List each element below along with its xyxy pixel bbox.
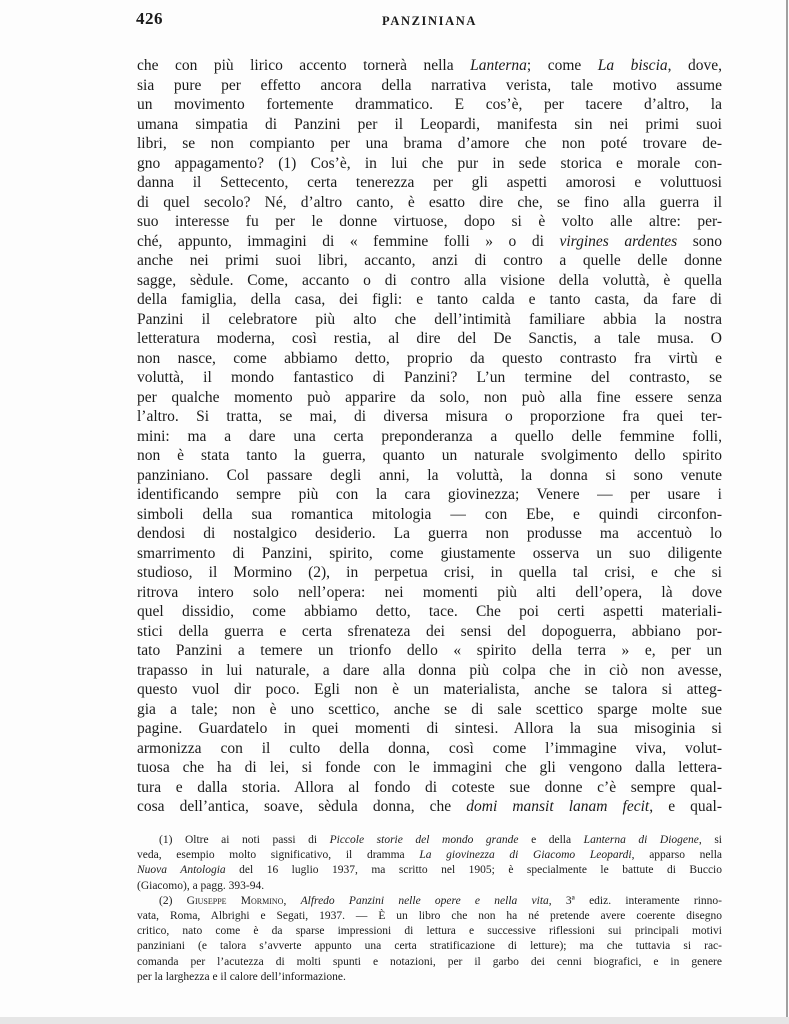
text-line: ritrova intero solo nell’opera: nei momenti più alti dell’opera, là dove xyxy=(137,583,722,601)
text-line: di quel secolo? Né, d’altro canto, è esatto dire che, se fino alla guerra il xyxy=(137,193,722,211)
running-header: PANZINIANA xyxy=(382,14,477,28)
page-number: 426 xyxy=(136,9,163,28)
text-line: comanda per l’acutezza di molti spunti e notazioni, per il garbo dei cenni biografici, e in genere xyxy=(137,955,722,968)
text-line: non è stata tanto la guerra, quanto un naturale svolgimento dello spirito xyxy=(137,447,722,464)
text-line: umana simpatia di Panzini per il Leopardi, manifesta sin nei primi suoi xyxy=(137,115,722,133)
text-line: panziniano. Col passare degli anni, la voluttà, la donna si sono venute xyxy=(137,466,722,484)
text-line: smarrimento di Panzini, spirito, come giustamente osserva un suo diligente xyxy=(137,544,722,562)
text-line: cosa dell’antica, soave, sèdula donna, che domi mansit lanam fecit, e qual- xyxy=(137,798,722,815)
text-line: della famiglia, della casa, dei figli: e tanto calda e tanto casta, da fare di xyxy=(137,291,722,308)
text-line: (1) Oltre ai noti passi di Piccole storie del mondo grande e della Lanterna di Diogene, si xyxy=(159,834,723,846)
text-line: anche nei primi suoi libri, accanto, anzi di contro a quelle delle donne xyxy=(137,252,722,269)
text-line: identificando sempre più con la cara giovinezza; Venere — per usare i xyxy=(137,486,722,503)
text-line: sagge, sèdule. Come, accanto o di contro alla visione della voluttà, è quella xyxy=(137,271,722,289)
text-line: suo interesse fu per le donne virtuose, dopo si è volto alle altre: per- xyxy=(137,213,722,230)
text-line: tura e dalla storia. Allora al fondo di coteste sue donne c’è sempre qual- xyxy=(137,778,722,796)
text-line: un movimento fortemente drammatico. E cos’è, per tacere d’altro, la xyxy=(137,96,722,113)
text-line: sia pure per effetto ancora della narrativa verista, tale motivo assume xyxy=(137,76,722,94)
text-line: questo vuol dir poco. Egli non è un materialista, anche se talora si atteg- xyxy=(137,681,722,698)
text-line: stici della guerra e certa sfrenateza dei sensi del dopoguerra, abbiano por- xyxy=(137,622,722,640)
text-line: quel dissidio, come abbiamo detto, tace. Che poi certi aspetti materiali- xyxy=(137,603,722,620)
text-line: ché, appunto, immagini di « femmine folli » o di virgines ardentes sono xyxy=(137,232,722,250)
text-line: veda, esempio molto significativo, il dramma La giovinezza di Giacomo Leopardi, apparso nella xyxy=(137,849,722,862)
scan-edge-bottom xyxy=(0,1017,789,1024)
footnotes xyxy=(137,833,722,985)
text-line: l’altro. Si tratta, se mai, di diversa misura o proporzione fra quei ter- xyxy=(137,408,722,425)
text-line: voluttà, il mondo fantastico di Panzini? L’un termine del contrasto, se xyxy=(137,369,722,386)
text-line: mini: ma a dare una certa preponderanza a quello delle femmine folli, xyxy=(137,427,722,445)
text-line: armonizza con il culto della donna, così come l’immagine viva, volut- xyxy=(137,739,722,757)
text-line: simboli della sua romantica mitologia — con Ebe, e quindi circonfon- xyxy=(137,505,722,523)
text-line: dendosi di nostalgico desiderio. La guerra non produsse ma accentuò lo xyxy=(137,525,722,542)
text-line: pagine. Guardatelo in quei momenti di sintesi. Allora la sua misoginia si xyxy=(137,720,722,737)
text-line: Nuova Antologia del 16 luglio 1937, ma scritto nel 1905; è specialmente le battute di Buccio xyxy=(137,864,722,877)
text-line: trapasso in lui naturale, a dare alla donna più colpa che in ciò non avesse, xyxy=(137,661,722,679)
text-line: studioso, il Mormino (2), in perpetua crisi, in quella tal crisi, e che si xyxy=(137,564,722,581)
text-line: gia a tale; non è uno scettico, anche se di sale scettico sparge molte sue xyxy=(137,700,722,718)
body-text xyxy=(137,56,722,817)
text-line: non nasce, come abbiamo detto, proprio da questo contrasto fra virtù e xyxy=(137,349,722,367)
text-line: vata, Roma, Albrighi e Segati, 1937. — È un libro che non ha né pretende avere coerente disegno xyxy=(137,910,722,923)
text-line: tato Panzini a temere un trionfo dello « spirito della terra » e, per un xyxy=(137,642,722,659)
text-line: danna il Settecento, certa tenerezza per gli aspetti amorosi e voluttuosi xyxy=(137,174,722,191)
text-line: Panzini il celebratore più alto che dell’intimità familiare abbia la nostra xyxy=(137,310,722,328)
text-line: che con più lirico accento tornerà nella Lanterna; come La biscia, dove, xyxy=(137,57,722,74)
text-line: per la larghezza e il calore dell’informazione. xyxy=(137,970,346,983)
text-line: gno appagamento? (1) Cos’è, in lui che pur in sede storica e morale con- xyxy=(137,154,722,172)
text-line: panziniani (e talora s’avverte appunto una certa stratificazione di letture); ma che tuttavia si rac- xyxy=(137,940,722,953)
text-line: critico, nato come è da sparse impressioni di lettura e successive riflessioni sui principali motivi xyxy=(137,925,722,938)
text-line: (2) Giuseppe Mormino, Alfredo Panzini nelle opere e nella vita, 3ª ediz. interamente rinno- xyxy=(159,894,722,907)
text-line: tuosa che ha di lei, si fonde con le immagini che gli vengono dalla lettera- xyxy=(137,759,722,776)
text-line: per qualche momento può apparire da solo, non può alla fine essere senza xyxy=(137,388,722,406)
text-line: (Giacomo), a pagg. 393-94. xyxy=(137,879,265,892)
scan-edge-right xyxy=(786,0,788,1024)
text-line: libri, se non compianto per una brama d’amore che non poté trovare de- xyxy=(137,135,722,152)
text-line: letteratura moderna, così restia, al dire del De Sanctis, a tale musa. O xyxy=(137,330,722,347)
